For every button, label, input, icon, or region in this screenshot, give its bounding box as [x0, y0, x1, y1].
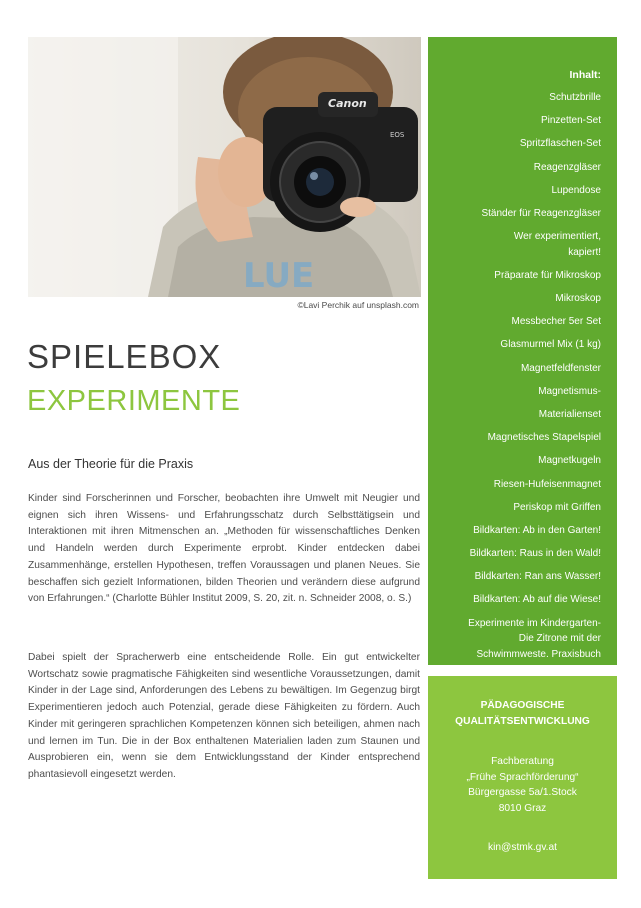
cover-photo: [28, 37, 421, 297]
contact-org: Fachberatung: [491, 756, 554, 767]
contents-list-item: Glasmurmel Mix (1 kg): [500, 339, 601, 351]
contents-list-item: Periskop mit Griffen: [513, 501, 601, 513]
contents-list-item: Riesen-Hufeisenmagnet: [493, 478, 601, 490]
contents-heading: Inhalt:: [569, 69, 601, 81]
contents-list-item: Schutzbrille: [549, 92, 601, 103]
contact-heading-line: PÄDAGOGISCHE: [480, 700, 565, 711]
contents-list: [432, 90, 601, 662]
body-paragraph: Dabei spielt der Spracherwerb eine entscheidende Rolle. Ein gut entwickelter Wortschatz sowie pragmatische Fähigkeiten sind wesentliche Voraussetzungen, damit Kinder in der Lage sind, Anforderungen des Lebens zu bewältigen. Im Gegenzug birgt Experimentieren jedoch auch Potenzial, gerade diese Fähigkeiten zu fördern. Auch Kinder mit geringeren sprachlichen Kompetenzen können sich beteiligen, ahmen nach und lernen im Tun. Die in der Box enthaltenen Materialien laden zum Staunen und Ausprobieren ein, wenn sie dem Entwicklungsstand der Kinder entsprechend phantasievoll eingesetzt werden.: [28, 652, 420, 780]
contents-list-item: Bildkarten: Ab auf die Wiese!: [473, 594, 601, 606]
camera-model-badge: EOS: [390, 131, 405, 139]
contents-list-item: Bildkarten: Raus in den Wald!: [469, 548, 601, 560]
contents-list-item: Messbecher 5er Set: [511, 316, 601, 328]
camera-brand-label: Canon: [328, 97, 367, 110]
contents-list-item: Magnetkugeln: [538, 455, 601, 467]
section-heading: Aus der Theorie für die Praxis: [28, 457, 194, 471]
contact-heading-line: QUALITÄTSENTWICKLUNG: [455, 715, 590, 727]
contents-list-item: Spritzflaschen-Set: [519, 138, 601, 150]
contents-list-item: Materialienset: [538, 408, 601, 420]
contents-list-item: Reagenzgläser: [533, 161, 601, 173]
contact-heading: [428, 698, 617, 729]
contents-list-item: Bildkarten: Ran ans Wasser!: [474, 571, 601, 583]
page-title: SPIELEBOX: [27, 338, 222, 375]
contact-address: [428, 754, 617, 816]
contents-sidebar: [428, 37, 617, 665]
contents-list-item: Experimente im Kindergarten- Die Zitrone mit der Schwimmweste. Praxisbuch: [468, 617, 601, 660]
contact-box: [428, 676, 617, 879]
contents-list-item: Lupendose: [551, 184, 601, 196]
photo-credit: ©Lavi Perchik auf unsplash.com: [297, 300, 419, 310]
contents-list-item: Präparate für Mikroskop: [494, 269, 601, 281]
contents-list-item: Pinzetten-Set: [540, 115, 601, 127]
contact-email-link[interactable]: kin@stmk.gv.at: [487, 842, 558, 853]
contents-list-item: Bildkarten: Ab in den Garten!: [473, 524, 601, 536]
page-subtitle: EXPERIMENTE: [27, 385, 241, 417]
contents-list-item: Magnetismus-: [538, 385, 601, 397]
intro-paragraph: Kinder sind Forscherinnen und Forscher, beobachten ihre Umwelt mit Neugier und eignen sich ihren Wissens- und Erfahrungsschatz durch Selbsttätigsein und Interaktionen mit ihren Mitmenschen an. „Methoden für wissenschaftliches Denken und Handeln werden durch Experimente erprobt. Kinder entdecken dabei Zusammenhänge, erstellen Hypothesen, treffen Voraussagen und planen Neues. Sie beschaffen sich gezielt Informationen, bilden Theorien und verändern diese aufgrund von Erfahrungen.“ (Charlotte Bühler Institut 2009, S. 20, zit. n. Schneider 2008, o. S.): [28, 493, 420, 605]
contact-city: 8010 Graz: [498, 802, 547, 814]
child-with-camera-photo: [28, 37, 421, 297]
contents-list-item: Wer experimentiert, kapiert!: [513, 231, 601, 258]
contact-org-name: „Frühe Sprachförderung“: [466, 771, 579, 783]
shirt-text: LUE: [243, 256, 315, 296]
contact-street: Bürgergasse 5a/1.Stock: [468, 787, 577, 798]
contents-list-item: Mikroskop: [555, 293, 601, 304]
contents-list-item: Ständer für Reagenzgläser: [481, 207, 601, 219]
contents-list-item: Magnetfeldfenster: [520, 362, 601, 374]
contents-list-item: Magnetisches Stapelspiel: [487, 432, 601, 444]
